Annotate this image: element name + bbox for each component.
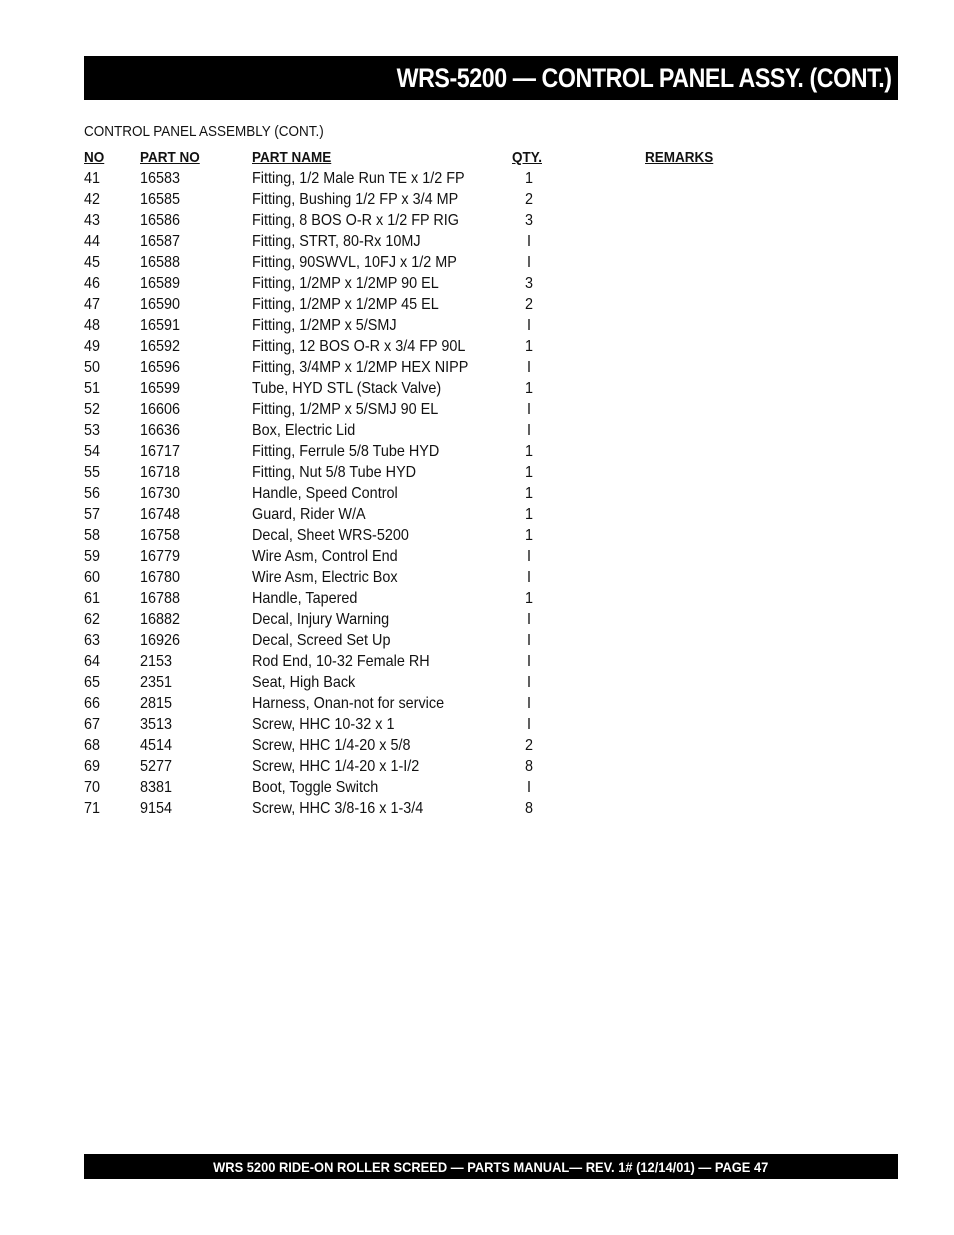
cell-qty: 8: [524, 758, 534, 775]
footer-text: WRS 5200 RIDE-ON ROLLER SCREED — PARTS MANUAL— REV. 1# (12/14/01) — PAGE 47: [213, 1158, 769, 1175]
table-row: [84, 672, 784, 693]
cell-qty: I: [526, 401, 531, 418]
cell-part-no: 16583: [140, 170, 181, 187]
table-header: [84, 149, 784, 169]
table-row: [84, 504, 784, 525]
cell-qty: 3: [524, 212, 534, 229]
cell-no: 44: [84, 233, 101, 250]
cell-no: 70: [84, 779, 101, 796]
cell-no: 52: [84, 401, 101, 418]
cell-part-name: Tube, HYD STL (Stack Valve): [252, 380, 442, 397]
cell-qty: 1: [524, 443, 534, 460]
cell-qty: I: [526, 317, 531, 334]
cell-part-name: Fitting, Bushing 1/2 FP x 3/4 MP: [252, 191, 459, 208]
cell-qty: 8: [524, 800, 534, 817]
cell-part-name: Handle, Tapered: [252, 590, 358, 607]
cell-qty: 1: [524, 380, 534, 397]
cell-part-name: Fitting, Ferrule 5/8 Tube HYD: [252, 443, 440, 460]
table-row: [84, 630, 784, 651]
page-title: WRS-5200 — CONTROL PANEL ASSY. (CONT.): [396, 62, 892, 93]
page-title-bar: [84, 56, 898, 100]
cell-part-name: Boot, Toggle Switch: [252, 779, 379, 796]
cell-qty: I: [526, 569, 531, 586]
table-row: [84, 714, 784, 735]
table-row: [84, 546, 784, 567]
table-row: [84, 231, 784, 252]
cell-part-no: 16748: [140, 506, 181, 523]
cell-part-name: Screw, HHC 3/8-16 x 1-3/4: [252, 800, 424, 817]
cell-qty: 3: [524, 275, 534, 292]
cell-no: 64: [84, 653, 101, 670]
table-row: [84, 756, 784, 777]
cell-part-name: Fitting, 1/2MP x 5/SMJ 90 EL: [252, 401, 439, 418]
cell-part-no: 2351: [140, 674, 173, 691]
cell-part-no: 16717: [140, 443, 181, 460]
table-row: [84, 189, 784, 210]
cell-part-no: 16588: [140, 254, 181, 271]
cell-qty: 2: [524, 296, 534, 313]
cell-no: 67: [84, 716, 101, 733]
cell-no: 43: [84, 212, 101, 229]
cell-qty: 2: [524, 191, 534, 208]
cell-part-no: 16586: [140, 212, 181, 229]
table-row: [84, 420, 784, 441]
table-row: [84, 357, 784, 378]
cell-no: 56: [84, 485, 101, 502]
cell-qty: I: [526, 254, 531, 271]
cell-no: 41: [84, 170, 101, 187]
cell-part-no: 4514: [140, 737, 173, 754]
cell-part-name: Harness, Onan-not for service: [252, 695, 445, 712]
cell-part-no: 16585: [140, 191, 181, 208]
cell-no: 63: [84, 632, 101, 649]
table-row: [84, 567, 784, 588]
cell-no: 48: [84, 317, 101, 334]
cell-qty: 1: [524, 464, 534, 481]
cell-no: 71: [84, 800, 101, 817]
cell-part-no: 8381: [140, 779, 173, 796]
table-row: [84, 735, 784, 756]
table-row: [84, 294, 784, 315]
cell-part-no: 16590: [140, 296, 181, 313]
cell-part-name: Fitting, 1/2MP x 1/2MP 90 EL: [252, 275, 439, 292]
cell-qty: 1: [524, 506, 534, 523]
cell-part-no: 16788: [140, 590, 181, 607]
cell-qty: 1: [524, 338, 534, 355]
table-row: [84, 336, 784, 357]
cell-part-no: 16636: [140, 422, 181, 439]
table-row: [84, 798, 784, 819]
cell-part-no: 3513: [140, 716, 173, 733]
cell-part-no: 9154: [140, 800, 173, 817]
column-header-no: NO: [84, 149, 105, 166]
cell-part-no: 16758: [140, 527, 181, 544]
cell-part-name: Fitting, 3/4MP x 1/2MP HEX NIPP: [252, 359, 469, 376]
cell-part-name: Fitting, 1/2MP x 5/SMJ: [252, 317, 397, 334]
cell-no: 46: [84, 275, 101, 292]
cell-no: 66: [84, 695, 101, 712]
column-header-qty: QTY.: [512, 149, 543, 166]
table-row: [84, 651, 784, 672]
cell-part-name: Wire Asm, Control End: [252, 548, 398, 565]
cell-part-no: 16926: [140, 632, 181, 649]
cell-part-name: Guard, Rider W/A: [252, 506, 366, 523]
table-row: [84, 588, 784, 609]
cell-part-no: 16587: [140, 233, 181, 250]
cell-qty: I: [526, 611, 531, 628]
cell-no: 65: [84, 674, 101, 691]
column-header-remarks: REMARKS: [645, 149, 714, 166]
table-row: [84, 525, 784, 546]
cell-part-name: Decal, Screed Set Up: [252, 632, 391, 649]
column-header-part-name: PART NAME: [252, 149, 332, 166]
cell-part-name: Decal, Sheet WRS-5200: [252, 527, 409, 544]
cell-part-name: Fitting, 8 BOS O-R x 1/2 FP RIG: [252, 212, 459, 229]
cell-qty: 1: [524, 485, 534, 502]
column-header-part-no: PART NO: [140, 149, 200, 166]
cell-no: 62: [84, 611, 101, 628]
cell-part-name: Screw, HHC 10-32 x 1: [252, 716, 395, 733]
cell-qty: I: [526, 674, 531, 691]
cell-no: 61: [84, 590, 101, 607]
cell-part-name: Box, Electric Lid: [252, 422, 356, 439]
cell-no: 60: [84, 569, 101, 586]
cell-no: 45: [84, 254, 101, 271]
cell-part-name: Fitting, STRT, 80-Rx 10MJ: [252, 233, 421, 250]
cell-part-no: 16882: [140, 611, 181, 628]
cell-part-name: Fitting, Nut 5/8 Tube HYD: [252, 464, 417, 481]
cell-no: 69: [84, 758, 101, 775]
cell-no: 42: [84, 191, 101, 208]
table-row: [84, 777, 784, 798]
table-row: [84, 462, 784, 483]
cell-part-name: Fitting, 1/2MP x 1/2MP 45 EL: [252, 296, 439, 313]
cell-part-name: Rod End, 10-32 Female RH: [252, 653, 430, 670]
cell-part-name: Screw, HHC 1/4-20 x 5/8: [252, 737, 411, 754]
cell-part-no: 16779: [140, 548, 181, 565]
cell-qty: I: [526, 716, 531, 733]
cell-qty: I: [526, 548, 531, 565]
cell-part-name: Decal, Injury Warning: [252, 611, 390, 628]
table-row: [84, 441, 784, 462]
cell-part-no: 16596: [140, 359, 181, 376]
cell-no: 58: [84, 527, 101, 544]
table-row: [84, 168, 784, 189]
table-row: [84, 252, 784, 273]
cell-part-no: 16589: [140, 275, 181, 292]
cell-no: 49: [84, 338, 101, 355]
cell-part-no: 16718: [140, 464, 181, 481]
cell-qty: I: [526, 359, 531, 376]
cell-part-no: 16592: [140, 338, 181, 355]
cell-part-no: 16780: [140, 569, 181, 586]
cell-part-no: 2815: [140, 695, 173, 712]
cell-qty: 1: [524, 170, 534, 187]
cell-qty: I: [526, 695, 531, 712]
cell-part-no: 16730: [140, 485, 181, 502]
cell-qty: I: [526, 233, 531, 250]
cell-no: 57: [84, 506, 101, 523]
cell-part-no: 16599: [140, 380, 181, 397]
table-row: [84, 609, 784, 630]
cell-qty: 2: [524, 737, 534, 754]
cell-no: 59: [84, 548, 101, 565]
table-row: [84, 273, 784, 294]
cell-qty: I: [526, 422, 531, 439]
cell-part-name: Handle, Speed Control: [252, 485, 398, 502]
parts-table-body: [84, 168, 784, 819]
cell-part-no: 2153: [140, 653, 173, 670]
cell-qty: I: [526, 779, 531, 796]
cell-part-no: 16591: [140, 317, 181, 334]
cell-qty: 1: [524, 590, 534, 607]
table-row: [84, 315, 784, 336]
cell-part-name: Seat, High Back: [252, 674, 356, 691]
cell-no: 55: [84, 464, 101, 481]
cell-qty: I: [526, 632, 531, 649]
cell-part-name: Screw, HHC 1/4-20 x 1-I/2: [252, 758, 420, 775]
table-row: [84, 378, 784, 399]
cell-part-name: Fitting, 1/2 Male Run TE x 1/2 FP: [252, 170, 465, 187]
cell-qty: 1: [524, 527, 534, 544]
cell-part-no: 5277: [140, 758, 173, 775]
table-row: [84, 693, 784, 714]
section-label: CONTROL PANEL ASSEMBLY (CONT.): [84, 123, 324, 140]
table-row: [84, 483, 784, 504]
cell-part-no: 16606: [140, 401, 181, 418]
cell-no: 47: [84, 296, 101, 313]
cell-part-name: Wire Asm, Electric Box: [252, 569, 398, 586]
table-row: [84, 399, 784, 420]
cell-part-name: Fitting, 12 BOS O-R x 3/4 FP 90L: [252, 338, 466, 355]
table-row: [84, 210, 784, 231]
cell-no: 53: [84, 422, 101, 439]
cell-no: 68: [84, 737, 101, 754]
cell-no: 51: [84, 380, 101, 397]
footer-bar: [84, 1154, 898, 1179]
cell-no: 54: [84, 443, 101, 460]
cell-no: 50: [84, 359, 101, 376]
cell-qty: I: [526, 653, 531, 670]
cell-part-name: Fitting, 90SWVL, 10FJ x 1/2 MP: [252, 254, 457, 271]
